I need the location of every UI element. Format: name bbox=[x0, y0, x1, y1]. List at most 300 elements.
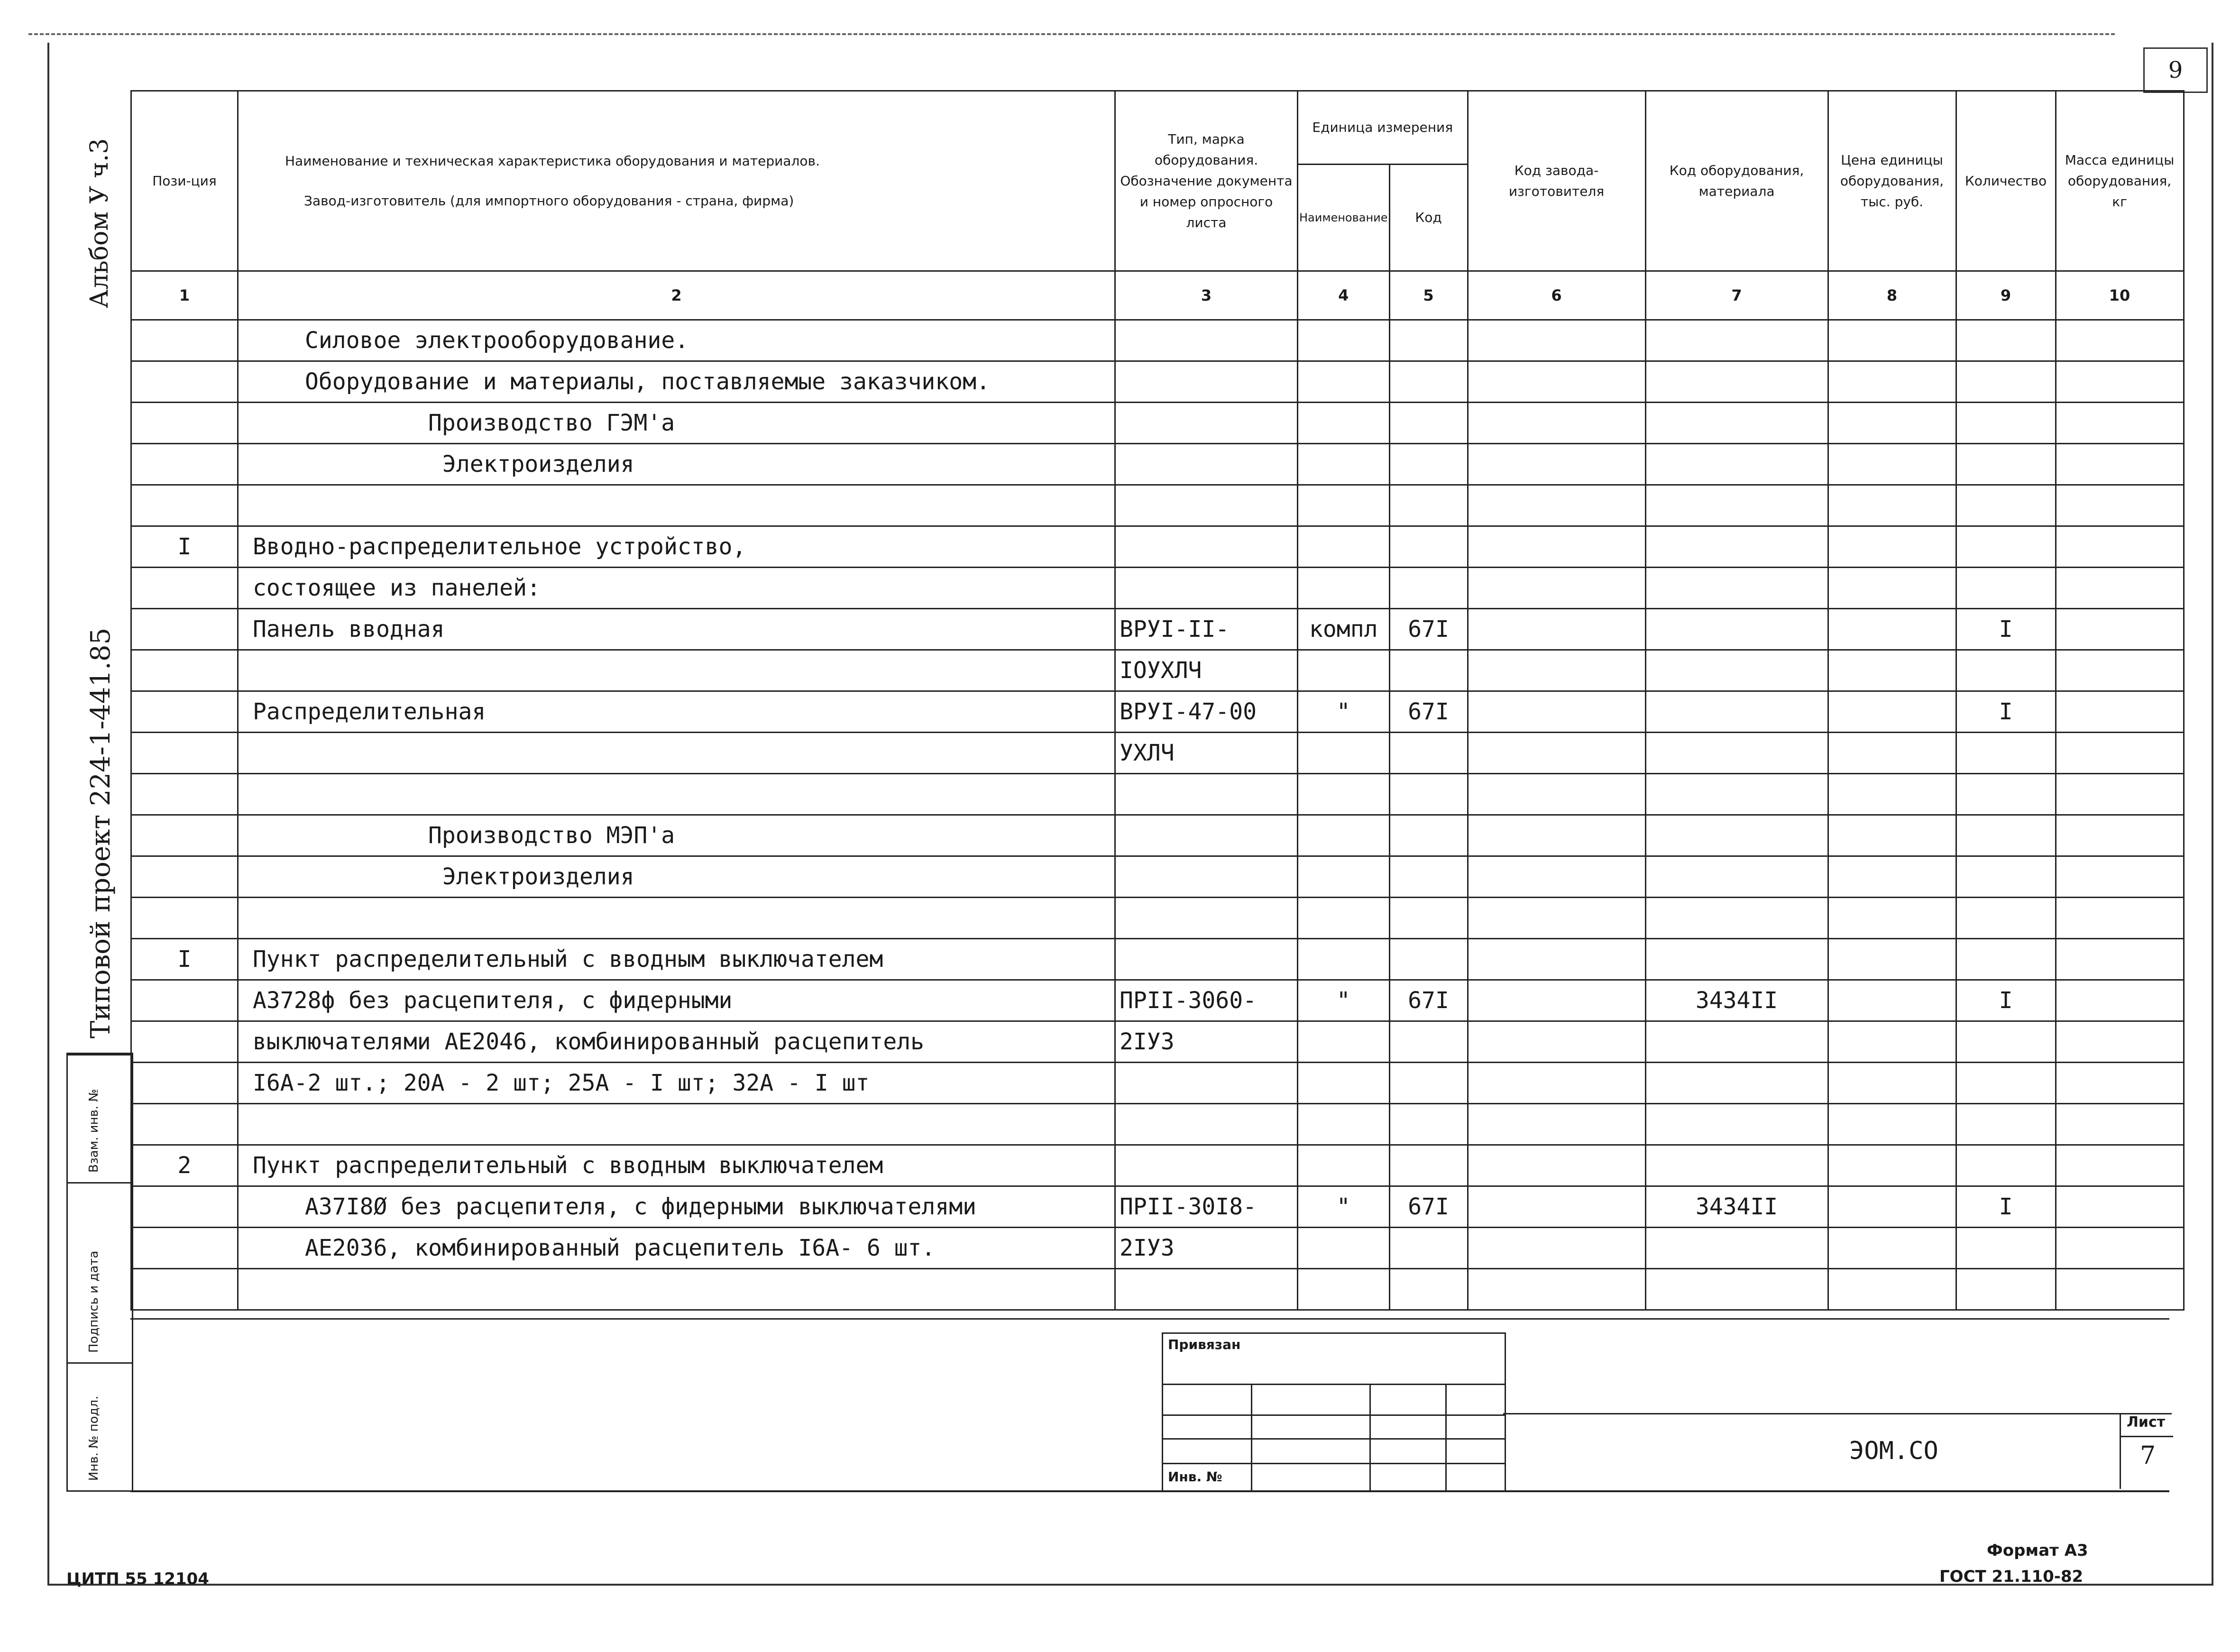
cell-equip-code: 3434II bbox=[1645, 980, 1828, 1021]
col-number-1: 1 bbox=[131, 271, 238, 320]
top-border-dash bbox=[28, 33, 2115, 35]
cell-plant-code bbox=[1468, 691, 1645, 733]
cell-type bbox=[1115, 526, 1298, 568]
cell-mass bbox=[2056, 1104, 2184, 1145]
cell-qty bbox=[1956, 444, 2056, 485]
cell-name: Вводно-распределительное устройство, bbox=[238, 526, 1115, 568]
cell-equip-code bbox=[1645, 444, 1828, 485]
cell-type: IОУХЛЧ bbox=[1115, 650, 1298, 691]
cell-qty bbox=[1956, 485, 2056, 526]
cell-qty bbox=[1956, 733, 2056, 774]
specification-table bbox=[130, 90, 2185, 1311]
table-row bbox=[131, 1228, 2184, 1269]
cell-unit-code bbox=[1389, 650, 1468, 691]
cell-equip-code bbox=[1645, 1104, 1828, 1145]
table-row bbox=[131, 403, 2184, 444]
cell-equip-code bbox=[1645, 898, 1828, 939]
cell-mass bbox=[2056, 1145, 2184, 1186]
cell-position: I bbox=[131, 526, 238, 568]
table-row bbox=[131, 980, 2184, 1021]
cell-equip-code bbox=[1645, 733, 1828, 774]
cell-mass bbox=[2056, 568, 2184, 609]
table-row bbox=[131, 774, 2184, 815]
cell-type bbox=[1115, 898, 1298, 939]
cell-price bbox=[1828, 650, 1956, 691]
cell-price bbox=[1828, 1021, 1956, 1063]
format-label: Формат А3 bbox=[1987, 1541, 2088, 1560]
stamp-column bbox=[66, 1053, 133, 1492]
table-row bbox=[131, 815, 2184, 856]
cell-qty bbox=[1956, 526, 2056, 568]
cell-plant-code bbox=[1468, 485, 1645, 526]
cell-type bbox=[1115, 320, 1298, 361]
cell-type bbox=[1115, 1104, 1298, 1145]
cell-type: 2IУ3 bbox=[1115, 1228, 1298, 1269]
cell-name bbox=[238, 1269, 1115, 1310]
cell-qty bbox=[1956, 774, 2056, 815]
header-name bbox=[238, 91, 1115, 271]
cell-unit-name bbox=[1298, 774, 1390, 815]
cell-qty bbox=[1956, 815, 2056, 856]
table-row bbox=[131, 1104, 2184, 1145]
table-row bbox=[131, 733, 2184, 774]
cell-plant-code bbox=[1468, 403, 1645, 444]
header-name-line1: Наименование и техническая характеристика оборудования и материалов. bbox=[285, 153, 820, 169]
cell-mass bbox=[2056, 1186, 2184, 1228]
cell-unit-code bbox=[1389, 526, 1468, 568]
binding-stamp bbox=[1162, 1332, 1506, 1492]
col-number-5: 5 bbox=[1389, 271, 1468, 320]
cell-plant-code bbox=[1468, 774, 1645, 815]
cell-position bbox=[131, 1063, 238, 1104]
cell-unit-code bbox=[1389, 485, 1468, 526]
header-position: Пози-ция bbox=[131, 91, 238, 271]
cell-plant-code bbox=[1468, 1269, 1645, 1310]
col-number-4: 4 bbox=[1298, 271, 1390, 320]
table-row bbox=[131, 320, 2184, 361]
cell-plant-code bbox=[1468, 939, 1645, 980]
cell-mass bbox=[2056, 1021, 2184, 1063]
cell-type: УХЛЧ bbox=[1115, 733, 1298, 774]
cell-price bbox=[1828, 444, 1956, 485]
cell-plant-code bbox=[1468, 526, 1645, 568]
cell-mass bbox=[2056, 1269, 2184, 1310]
cell-mass bbox=[2056, 980, 2184, 1021]
sheet-box bbox=[2120, 1413, 2173, 1489]
cell-qty bbox=[1956, 1228, 2056, 1269]
cell-unit-name bbox=[1298, 856, 1390, 898]
cell-price bbox=[1828, 856, 1956, 898]
cell-mass bbox=[2056, 1228, 2184, 1269]
cell-unit-code bbox=[1389, 1269, 1468, 1310]
cell-type bbox=[1115, 774, 1298, 815]
cell-plant-code bbox=[1468, 650, 1645, 691]
cell-price bbox=[1828, 1145, 1956, 1186]
cell-equip-code bbox=[1645, 774, 1828, 815]
cell-position bbox=[131, 856, 238, 898]
cell-type: ПРII-3060- bbox=[1115, 980, 1298, 1021]
cell-equip-code bbox=[1645, 526, 1828, 568]
cell-position: I bbox=[131, 939, 238, 980]
cell-mass bbox=[2056, 320, 2184, 361]
document-code: ЭОМ.СО bbox=[1849, 1437, 1938, 1465]
table-row bbox=[131, 691, 2184, 733]
cell-plant-code bbox=[1468, 609, 1645, 650]
cell-price bbox=[1828, 691, 1956, 733]
cell-price bbox=[1828, 609, 1956, 650]
cell-mass bbox=[2056, 774, 2184, 815]
col-number-7: 7 bbox=[1645, 271, 1828, 320]
cell-name: Производство МЭП'а bbox=[238, 815, 1115, 856]
cell-unit-name bbox=[1298, 650, 1390, 691]
cell-mass bbox=[2056, 856, 2184, 898]
cell-position bbox=[131, 485, 238, 526]
cell-unit-name bbox=[1298, 898, 1390, 939]
header-name-line2: Завод-изготовитель (для импортного оборудования - страна, фирма) bbox=[304, 193, 794, 209]
cell-type bbox=[1115, 815, 1298, 856]
cell-mass bbox=[2056, 485, 2184, 526]
stamp-vzam: Взам. инв. № bbox=[87, 1089, 101, 1173]
table-row bbox=[131, 939, 2184, 980]
cell-plant-code bbox=[1468, 1063, 1645, 1104]
cell-unit-name bbox=[1298, 526, 1390, 568]
cell-mass bbox=[2056, 1063, 2184, 1104]
cell-qty bbox=[1956, 856, 2056, 898]
sheet-label: Лист bbox=[2127, 1414, 2166, 1431]
cell-price bbox=[1828, 980, 1956, 1021]
cell-position bbox=[131, 691, 238, 733]
cell-position bbox=[131, 1021, 238, 1063]
cell-unit-name: " bbox=[1298, 691, 1390, 733]
cell-unit-code: 67I bbox=[1389, 1186, 1468, 1228]
cell-unit-name bbox=[1298, 403, 1390, 444]
title-block bbox=[130, 1318, 2169, 1492]
header-price: Цена единицы оборудования, тыс. руб. bbox=[1828, 91, 1956, 271]
cell-qty bbox=[1956, 568, 2056, 609]
cell-equip-code bbox=[1645, 650, 1828, 691]
cell-plant-code bbox=[1468, 320, 1645, 361]
header-unit-name: Наименование bbox=[1298, 165, 1390, 271]
table-row bbox=[131, 1063, 2184, 1104]
cell-equip-code: 3434II bbox=[1645, 1186, 1828, 1228]
cell-unit-name bbox=[1298, 815, 1390, 856]
sheet-value: 7 bbox=[2140, 1441, 2156, 1470]
cell-type bbox=[1115, 568, 1298, 609]
cell-type bbox=[1115, 361, 1298, 403]
cell-plant-code bbox=[1468, 815, 1645, 856]
cell-price bbox=[1828, 815, 1956, 856]
table-row bbox=[131, 1186, 2184, 1228]
cell-equip-code bbox=[1645, 1145, 1828, 1186]
cell-unit-code bbox=[1389, 1021, 1468, 1063]
cell-plant-code bbox=[1468, 568, 1645, 609]
table-row bbox=[131, 1145, 2184, 1186]
cell-name: состоящее из панелей: bbox=[238, 568, 1115, 609]
cell-equip-code bbox=[1645, 1063, 1828, 1104]
cell-unit-code bbox=[1389, 1228, 1468, 1269]
cell-qty bbox=[1956, 1145, 2056, 1186]
cell-qty bbox=[1956, 898, 2056, 939]
cell-plant-code bbox=[1468, 980, 1645, 1021]
cell-unit-code bbox=[1389, 1104, 1468, 1145]
cell-type bbox=[1115, 444, 1298, 485]
cell-mass bbox=[2056, 403, 2184, 444]
cell-mass bbox=[2056, 939, 2184, 980]
cell-unit-name bbox=[1298, 1145, 1390, 1186]
cell-equip-code bbox=[1645, 1228, 1828, 1269]
cell-type bbox=[1115, 485, 1298, 526]
cell-equip-code bbox=[1645, 815, 1828, 856]
cell-type bbox=[1115, 1269, 1298, 1310]
cell-qty: I bbox=[1956, 1186, 2056, 1228]
cell-unit-name bbox=[1298, 1269, 1390, 1310]
cell-unit-code bbox=[1389, 815, 1468, 856]
header-type: Тип, марка оборудования. Обозначение документа и номер опросного листа bbox=[1115, 91, 1298, 271]
cell-mass bbox=[2056, 444, 2184, 485]
cell-equip-code bbox=[1645, 1021, 1828, 1063]
cell-position bbox=[131, 774, 238, 815]
col-number-10: 10 bbox=[2056, 271, 2184, 320]
cell-unit-name bbox=[1298, 733, 1390, 774]
cell-price bbox=[1828, 485, 1956, 526]
cell-position bbox=[131, 1228, 238, 1269]
cell-unit-code bbox=[1389, 361, 1468, 403]
cell-name: выключателями АЕ2046, комбинированный расцепитель bbox=[238, 1021, 1115, 1063]
col-number-2: 2 bbox=[238, 271, 1115, 320]
org-label: ЦИТП 55 12104 bbox=[66, 1569, 209, 1588]
cell-type: ВРУI-47-00 bbox=[1115, 691, 1298, 733]
cell-price bbox=[1828, 526, 1956, 568]
col-number-9: 9 bbox=[1956, 271, 2056, 320]
cell-price bbox=[1828, 1063, 1956, 1104]
cell-price bbox=[1828, 939, 1956, 980]
cell-price bbox=[1828, 774, 1956, 815]
cell-price bbox=[1828, 1104, 1956, 1145]
cell-plant-code bbox=[1468, 1104, 1645, 1145]
col-number-3: 3 bbox=[1115, 271, 1298, 320]
table-row bbox=[131, 898, 2184, 939]
cell-unit-code bbox=[1389, 568, 1468, 609]
cell-name: Пункт распределительный с вводным выключателем bbox=[238, 1145, 1115, 1186]
cell-unit-name bbox=[1298, 1104, 1390, 1145]
project-label: Типовой проект 224-1-441.85 bbox=[85, 627, 116, 1038]
cell-equip-code bbox=[1645, 691, 1828, 733]
cell-position bbox=[131, 444, 238, 485]
cell-name: А3728ф без расцепителя, с фидерными bbox=[238, 980, 1115, 1021]
cell-unit-name bbox=[1298, 1021, 1390, 1063]
cell-equip-code bbox=[1645, 609, 1828, 650]
cell-unit-code bbox=[1389, 1145, 1468, 1186]
header-plant-code: Код завода-изготовителя bbox=[1468, 91, 1645, 271]
cell-price bbox=[1828, 320, 1956, 361]
cell-unit-code bbox=[1389, 403, 1468, 444]
cell-name: Пункт распределительный с вводным выключателем bbox=[238, 939, 1115, 980]
cell-unit-code bbox=[1389, 1063, 1468, 1104]
cell-mass bbox=[2056, 526, 2184, 568]
sheet-number: 9 bbox=[2143, 47, 2208, 93]
cell-price bbox=[1828, 1186, 1956, 1228]
cell-qty bbox=[1956, 361, 2056, 403]
cell-type bbox=[1115, 856, 1298, 898]
cell-qty: I bbox=[1956, 691, 2056, 733]
cell-equip-code bbox=[1645, 485, 1828, 526]
cell-mass bbox=[2056, 733, 2184, 774]
cell-position bbox=[131, 980, 238, 1021]
cell-name bbox=[238, 774, 1115, 815]
cell-qty bbox=[1956, 1269, 2056, 1310]
cell-unit-code: 67I bbox=[1389, 609, 1468, 650]
cell-qty bbox=[1956, 1063, 2056, 1104]
cell-name bbox=[238, 485, 1115, 526]
cell-price bbox=[1828, 898, 1956, 939]
cell-equip-code bbox=[1645, 939, 1828, 980]
table-row bbox=[131, 1021, 2184, 1063]
cell-name: I6А-2 шт.; 20А - 2 шт; 25А - I шт; 32А - I шт bbox=[238, 1063, 1115, 1104]
cell-unit-name bbox=[1298, 568, 1390, 609]
cell-position bbox=[131, 320, 238, 361]
cell-equip-code bbox=[1645, 403, 1828, 444]
cell-price bbox=[1828, 733, 1956, 774]
table-row bbox=[131, 485, 2184, 526]
cell-type bbox=[1115, 1145, 1298, 1186]
cell-mass bbox=[2056, 650, 2184, 691]
cell-plant-code bbox=[1468, 856, 1645, 898]
cell-equip-code bbox=[1645, 1269, 1828, 1310]
cell-unit-code: 67I bbox=[1389, 980, 1468, 1021]
cell-position bbox=[131, 650, 238, 691]
cell-qty bbox=[1956, 403, 2056, 444]
cell-equip-code bbox=[1645, 361, 1828, 403]
cell-unit-name bbox=[1298, 361, 1390, 403]
cell-name bbox=[238, 733, 1115, 774]
col-number-6: 6 bbox=[1468, 271, 1645, 320]
cell-unit-code bbox=[1389, 733, 1468, 774]
cell-name: А37I8Ø без расцепителя, с фидерными выключателями bbox=[238, 1186, 1115, 1228]
table-row bbox=[131, 526, 2184, 568]
gost-label: ГОСТ 21.110-82 bbox=[1939, 1567, 2084, 1586]
cell-unit-name bbox=[1298, 1228, 1390, 1269]
cell-name: Электроизделия bbox=[238, 444, 1115, 485]
cell-qty: I bbox=[1956, 609, 2056, 650]
table-row bbox=[131, 361, 2184, 403]
cell-name: Оборудование и материалы, поставляемые заказчиком. bbox=[238, 361, 1115, 403]
cell-position bbox=[131, 1186, 238, 1228]
cell-name: Производство ГЭМ'а bbox=[238, 403, 1115, 444]
cell-position bbox=[131, 609, 238, 650]
cell-qty bbox=[1956, 1104, 2056, 1145]
cell-name: Панель вводная bbox=[238, 609, 1115, 650]
cell-equip-code bbox=[1645, 568, 1828, 609]
table-row bbox=[131, 650, 2184, 691]
table-row bbox=[131, 444, 2184, 485]
cell-unit-code: 67I bbox=[1389, 691, 1468, 733]
stamp-inv-podl: Инв. № подл. bbox=[87, 1395, 101, 1481]
cell-type: 2IУ3 bbox=[1115, 1021, 1298, 1063]
cell-price bbox=[1828, 1228, 1956, 1269]
table-row bbox=[131, 1269, 2184, 1310]
cell-mass bbox=[2056, 815, 2184, 856]
cell-name: Распределительная bbox=[238, 691, 1115, 733]
table-row bbox=[131, 856, 2184, 898]
header-mass: Масса единицы оборудования, кг bbox=[2056, 91, 2184, 271]
cell-position bbox=[131, 733, 238, 774]
cell-type: ВРУI-II- bbox=[1115, 609, 1298, 650]
cell-name bbox=[238, 898, 1115, 939]
cell-qty bbox=[1956, 320, 2056, 361]
cell-type bbox=[1115, 403, 1298, 444]
bound-label: Привязан bbox=[1168, 1337, 1241, 1352]
cell-position bbox=[131, 815, 238, 856]
cell-qty bbox=[1956, 650, 2056, 691]
cell-position bbox=[131, 403, 238, 444]
cell-unit-code bbox=[1389, 320, 1468, 361]
cell-plant-code bbox=[1468, 1186, 1645, 1228]
cell-unit-name: компл bbox=[1298, 609, 1390, 650]
cell-type bbox=[1115, 1063, 1298, 1104]
cell-plant-code bbox=[1468, 733, 1645, 774]
cell-name: Силовое электрооборудование. bbox=[238, 320, 1115, 361]
col-number-8: 8 bbox=[1828, 271, 1956, 320]
cell-unit-name bbox=[1298, 1063, 1390, 1104]
cell-position bbox=[131, 568, 238, 609]
cell-price bbox=[1828, 403, 1956, 444]
cell-type: ПРII-30I8- bbox=[1115, 1186, 1298, 1228]
cell-qty bbox=[1956, 1021, 2056, 1063]
cell-name: Электроизделия bbox=[238, 856, 1115, 898]
cell-unit-code bbox=[1389, 856, 1468, 898]
cell-plant-code bbox=[1468, 1228, 1645, 1269]
header-qty: Количество bbox=[1956, 91, 2056, 271]
cell-unit-name bbox=[1298, 485, 1390, 526]
cell-position: 2 bbox=[131, 1145, 238, 1186]
album-label: Альбом У ч.3 bbox=[85, 138, 114, 308]
cell-unit-code bbox=[1389, 444, 1468, 485]
header-unit-code: Код bbox=[1389, 165, 1468, 271]
cell-mass bbox=[2056, 361, 2184, 403]
cell-unit-code bbox=[1389, 939, 1468, 980]
cell-mass bbox=[2056, 609, 2184, 650]
cell-position bbox=[131, 1269, 238, 1310]
cell-equip-code bbox=[1645, 320, 1828, 361]
cell-unit-name bbox=[1298, 939, 1390, 980]
cell-mass bbox=[2056, 898, 2184, 939]
table-row bbox=[131, 568, 2184, 609]
cell-plant-code bbox=[1468, 1145, 1645, 1186]
cell-type bbox=[1115, 939, 1298, 980]
cell-mass bbox=[2056, 691, 2184, 733]
cell-position bbox=[131, 898, 238, 939]
cell-qty bbox=[1956, 939, 2056, 980]
cell-name bbox=[238, 1104, 1115, 1145]
cell-name: АЕ2036, комбинированный расцепитель I6А- 6 шт. bbox=[238, 1228, 1115, 1269]
cell-plant-code bbox=[1468, 444, 1645, 485]
stamp-sign-date: Подпись и дата bbox=[87, 1250, 101, 1353]
cell-equip-code bbox=[1645, 856, 1828, 898]
cell-unit-name bbox=[1298, 444, 1390, 485]
cell-unit-code bbox=[1389, 898, 1468, 939]
cell-unit-name bbox=[1298, 320, 1390, 361]
cell-price bbox=[1828, 1269, 1956, 1310]
table-row bbox=[131, 609, 2184, 650]
cell-qty: I bbox=[1956, 980, 2056, 1021]
header-unit-group: Единица измерения bbox=[1298, 91, 1468, 165]
cell-position bbox=[131, 361, 238, 403]
cell-plant-code bbox=[1468, 361, 1645, 403]
header-equip-code: Код оборудования, материала bbox=[1645, 91, 1828, 271]
cell-price bbox=[1828, 568, 1956, 609]
cell-position bbox=[131, 1104, 238, 1145]
inv-label: Инв. № bbox=[1168, 1469, 1222, 1485]
